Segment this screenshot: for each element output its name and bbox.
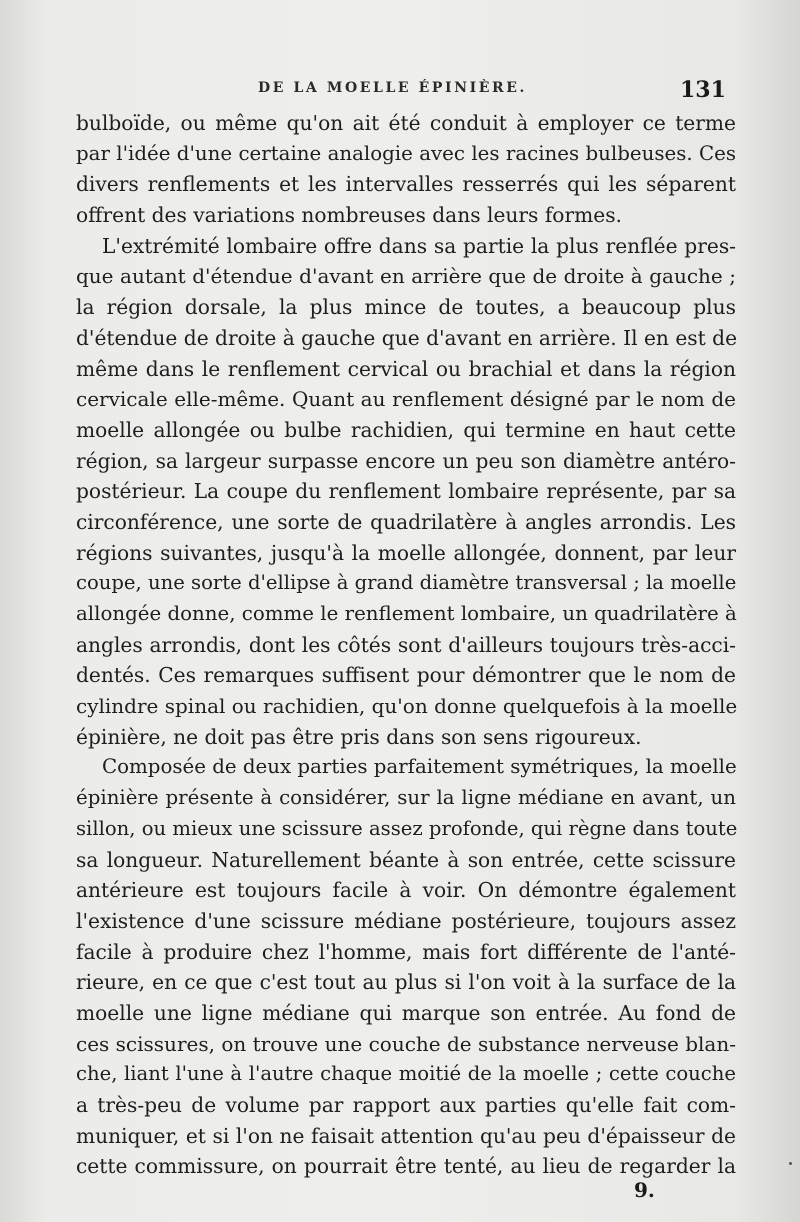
ink-speck <box>789 1162 792 1165</box>
text-line: antérieure est toujours facile à voir. On démontre également <box>76 878 736 903</box>
text-line: angles arrondis, dont les côtés sont d'ailleurs toujours très-acci- <box>76 632 736 657</box>
text-line: coupe, une sorte d'ellipse à grand diamètre transversal ; la moelle <box>76 571 737 595</box>
text-line: cylindre spinal ou rachidien, qu'on donne quelquefois à la moelle <box>76 694 738 719</box>
text-line: l'existence d'une scissure médiane postérieure, toujours assez <box>76 908 736 933</box>
page-header <box>0 77 800 104</box>
text-line: facile à produire chez l'homme, mais fort différente de l'anté- <box>76 939 736 964</box>
text-line: sillon, ou mieux une scissure assez profonde, qui règne dans toute <box>76 816 738 840</box>
signature-mark: 9. <box>634 1178 655 1202</box>
text-line: d'étendue de droite à gauche que d'avant en arrière. Il en est de <box>76 325 738 350</box>
text-line: même dans le renflement cervical ou brachial et dans la région <box>76 356 736 381</box>
text-line: épinière, ne doit pas être pris dans son sens rigoureux. <box>76 724 642 749</box>
page-number: 131 <box>680 77 726 103</box>
text-line: a très-peu de volume par rapport aux parties qu'elle fait com- <box>76 1093 736 1117</box>
text-line: moelle une ligne médiane qui marque son entrée. Au fond de <box>76 1000 736 1025</box>
text-line: rieure, en ce que c'est tout au plus si l'on voit à la surface de la <box>76 970 736 995</box>
text-line: cette commissure, on pourrait être tenté, au lieu de regarder la <box>76 1154 736 1179</box>
text-line: offrent des variations nombreuses dans leurs formes. <box>76 203 622 228</box>
text-line: postérieur. La coupe du renflement lombaire représente, par sa <box>76 479 736 504</box>
text-line: que autant d'étendue d'avant en arrière que de droite à gauche ; <box>76 264 736 289</box>
text-line: la région dorsale, la plus mince de toutes, a beaucoup plus <box>76 295 736 320</box>
text-line: muniquer, et si l'on ne faisait attention qu'au peu d'épaisseur de <box>76 1123 736 1148</box>
running-title: DE LA MOELLE ÉPINIÈRE. <box>258 80 528 96</box>
text-line: divers renflements et les intervalles resserrés qui les séparent <box>76 172 736 197</box>
text-line: circonférence, une sorte de quadrilatère à angles arrondis. Les <box>76 509 736 534</box>
text-line: régions suivantes, jusqu'à la moelle allongée, donnent, par leur <box>76 540 736 565</box>
text-line: che, liant l'une à l'autre chaque moitié de la moelle ; cette couche <box>76 1062 736 1086</box>
text-line: moelle allongée ou bulbe rachidien, qui termine en haut cette <box>76 417 736 442</box>
text-line: bulboïde, ou même qu'on ait été conduit à employer ce terme <box>76 111 736 135</box>
text-line: Composée de deux parties parfaitement symétriques, la moelle <box>102 755 737 779</box>
text-line: L'extrémité lombaire offre dans sa partie la plus renflée pres- <box>102 233 736 258</box>
text-line: dentés. Ces remarques suffisent pour démontrer que le nom de <box>76 663 736 688</box>
text-line: épinière présente à considérer, sur la ligne médiane en avant, un <box>76 786 736 810</box>
text-line: ces scissures, on trouve une couche de substance nerveuse blan- <box>76 1031 736 1056</box>
text-line: cervicale elle-même. Quant au renflement désigné par le nom de <box>76 387 736 412</box>
text-line: allongée donne, comme le renflement lombaire, un quadrilatère à <box>76 602 737 625</box>
text-line: par l'idée d'une certaine analogie avec les racines bulbeuses. Ces <box>76 141 736 165</box>
text-line: région, sa largeur surpasse encore un peu son diamètre antéro- <box>76 448 736 473</box>
body-text <box>76 108 736 1182</box>
text-line: sa longueur. Naturellement béante à son entrée, cette scissure <box>76 847 736 872</box>
